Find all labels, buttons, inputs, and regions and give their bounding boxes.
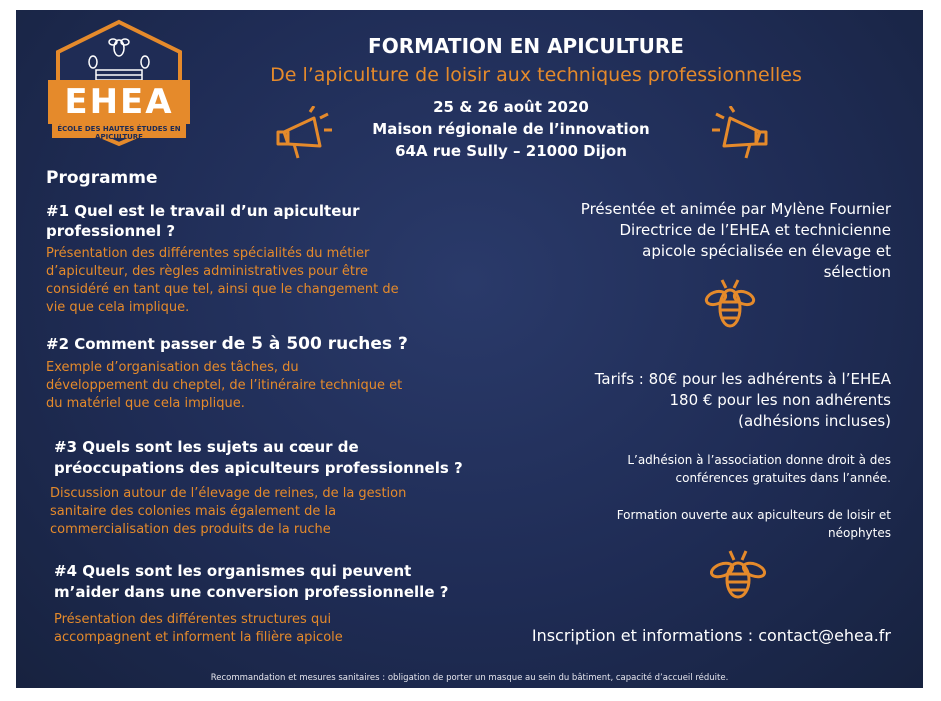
logo-name: EHEA (64, 82, 174, 122)
item-title: professionnel ? (46, 222, 176, 240)
footer-note: Recommandation et mesures sanitaires : obligation de porter un masque au sein du bâtiment, capacité d’accueil réduite. (210, 673, 729, 683)
program-heading: Programme (46, 168, 158, 188)
event-date: 25 & 26 août 2020 (433, 98, 589, 116)
item-desc: développement du cheptel, de l’itinéraire technique et (46, 378, 403, 393)
event-venue: Maison régionale de l’innovation (372, 120, 650, 138)
logo (38, 18, 200, 148)
item-desc: Présentation des différentes structures qui (54, 612, 332, 627)
item-desc: accompagnent et informent la filière apicole (54, 630, 343, 645)
item-desc: Discussion autour de l’élevage de reines, de la gestion (50, 486, 407, 501)
item-desc: Exemple d’organisation des tâches, du (46, 360, 299, 375)
logo-subtitle: ÉCOLE DES HAUTES ÉTUDES EN APICULTURE (57, 125, 181, 141)
item-desc: d’apiculteur, des règles administratives pour être (46, 264, 369, 279)
item-title-emph: de 5 à 500 ruches ? (221, 334, 408, 354)
open-to-line: néophytes (828, 526, 891, 540)
membership-line: conférences gratuites dans l’année. (675, 471, 891, 485)
item-desc: du matériel que cela implique. (46, 396, 245, 411)
bee-icon (710, 546, 766, 602)
contact-line: Inscription et informations : contact@ehea.fr (531, 626, 891, 645)
item-title: préoccupations des apiculteurs professionnels ? (54, 459, 463, 477)
item-desc: commercialisation des produits de la ruche (50, 522, 331, 537)
open-to-line: Formation ouverte aux apiculteurs de loisir et (616, 508, 891, 522)
item-desc: sanitaire des colonies mais également de la (50, 504, 337, 519)
item-title (46, 334, 408, 354)
price-line: (adhésions incluses) (738, 412, 891, 430)
item-title: #1 Quel est le travail d’un apiculteur (46, 202, 360, 220)
item-title: m’aider dans une conversion professionnelle ? (54, 583, 449, 601)
flyer-board (16, 10, 923, 688)
presenter-line: apicole spécialisée en élevage et (642, 242, 891, 260)
item-desc: considéré en tant que tel, ainsi que le changement de (46, 282, 399, 297)
membership-line: L’adhésion à l’association donne droit à des (627, 453, 891, 467)
item-title-start: #2 Comment passer (46, 335, 222, 353)
item-desc: Présentation des différentes spécialités du métier (46, 246, 370, 261)
price-line: 180 € pour les non adhérents (669, 391, 891, 409)
item-title: #3 Quels sont les sujets au cœur de (54, 438, 359, 456)
presenter-line: sélection (823, 263, 891, 281)
event-title: FORMATION EN APICULTURE (368, 34, 684, 58)
megaphone-right-icon (710, 106, 770, 162)
megaphone-left-icon (274, 106, 334, 162)
item-desc: vie que cela implique. (46, 300, 190, 315)
event-subtitle: De l’apiculture de loisir aux techniques professionnelles (270, 64, 802, 86)
event-address: 64A rue Sully – 21000 Dijon (395, 142, 627, 160)
price-line: Tarifs : 80€ pour les adhérents à l’EHEA (594, 370, 891, 388)
presenter-line: Présentée et animée par Mylène Fournier (580, 200, 891, 218)
presenter-line: Directrice de l’EHEA et technicienne (619, 221, 891, 239)
bee-icon (704, 276, 756, 332)
item-title: #4 Quels sont les organismes qui peuvent (54, 562, 412, 580)
